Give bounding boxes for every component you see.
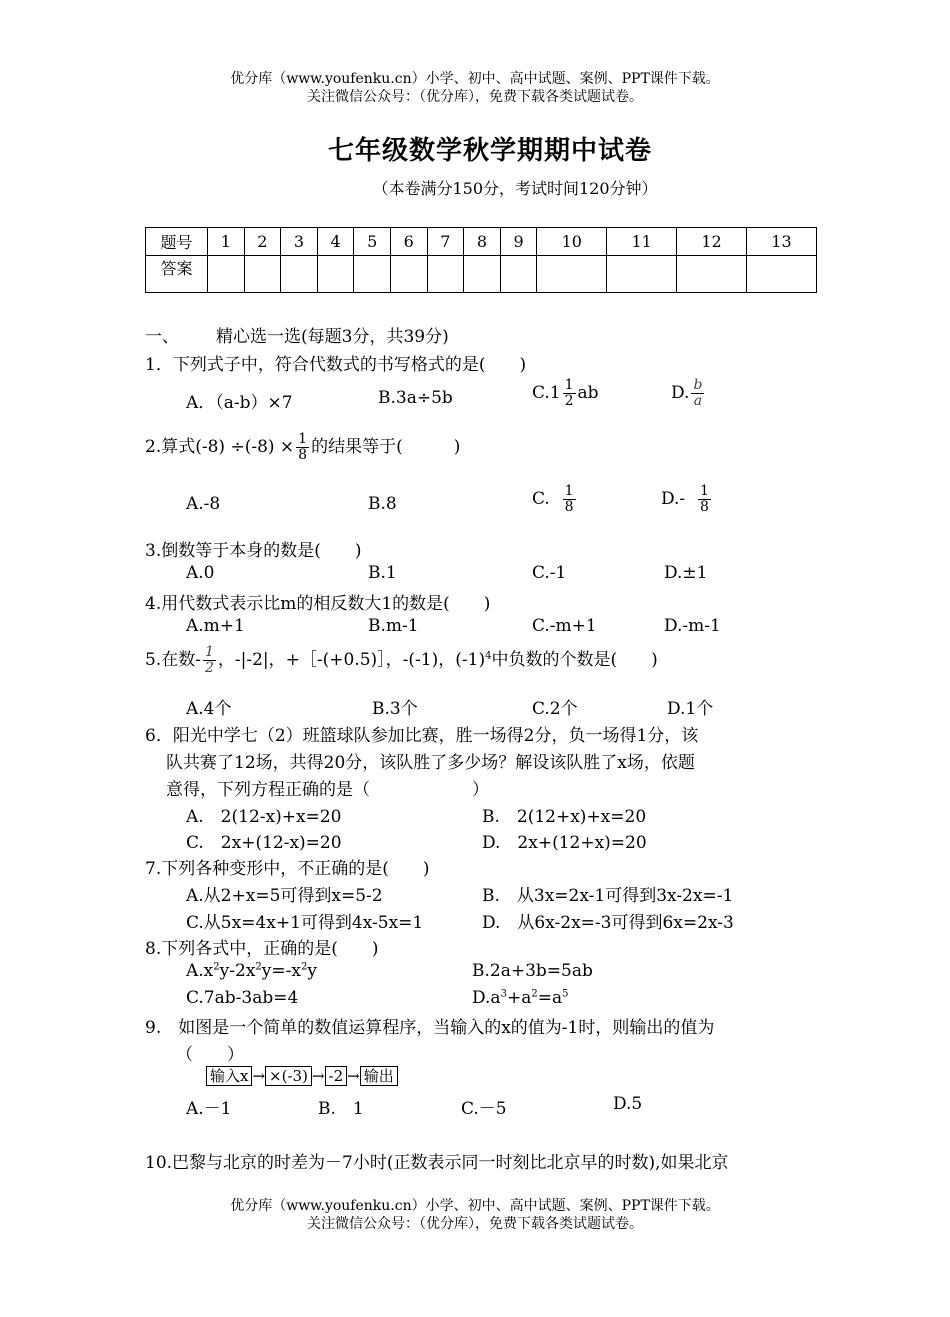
q2-stem-prefix: 2.算式(-8) ÷(-8) × [145,437,295,457]
flow-arrow-icon: → [252,1067,266,1085]
q3-stem: 3.倒数等于本身的数是( ) [145,541,362,561]
q1-option-a: A．（a-b）×7 [186,393,293,413]
q2-d-fraction [698,484,711,515]
flow-box-subtract: -2 [325,1066,348,1086]
row-label-question: 题号 [146,228,208,256]
section-1-heading: 精心选一选(每题3分，共39分) [216,327,449,347]
answer-cell[interactable] [317,256,354,293]
q2-c-numerator: 1 [564,483,574,499]
question-number-row [146,228,817,256]
q9-flowchart [206,1066,398,1086]
q2-option-c [532,484,578,515]
q1-option-b: B.3a÷5b [378,388,453,408]
q2-stem-denominator: 8 [298,447,308,463]
q9-line-2: （ ） [176,1045,244,1065]
answer-cell[interactable] [208,256,245,293]
q5-stem [145,645,658,676]
q8-a-part-2: y-2x [219,961,256,981]
answer-cell[interactable] [746,256,816,293]
q3-option-b: B.1 [368,563,397,583]
q5-option-b: B.3个 [372,699,418,719]
q6-line-1: 6．阳光中学七（2）班篮球队参加比赛，胜一场得2分，负一场得1分，该 [145,726,699,746]
footer-line-1: 优分库（www.youfenku.cn）小学、初中、高中试题、案例、PPT课件下载。 [230,1198,720,1214]
answer-cell[interactable] [464,256,501,293]
q2-c-denominator: 8 [564,499,574,515]
q1-d-numerator: b [693,377,703,393]
q6-line-3: 意得，下列方程正确的是（ ） [166,780,489,800]
question-number-cell: 7 [427,228,464,256]
q1-d-prefix: D. [671,383,690,403]
q9-option-a: A.－1 [186,1099,232,1119]
answer-cell[interactable] [677,256,747,293]
q7-stem: 7.下列各种变形中，不正确的是( ) [145,859,430,879]
q2-option-b: B.8 [368,494,397,514]
q2-stem-fraction [296,432,309,463]
q8-d-exp-2: 2 [531,988,538,1000]
q7-option-a: A.从2+x=5可得到x=5-2 [186,886,383,906]
answer-cell[interactable] [607,256,677,293]
q10-line-1: 10.巴黎与北京的时差为－7小时(正数表示同一时刻比北京早的时数),如果北京 [145,1153,729,1173]
q8-stem: 8.下列各式中，正确的是( ) [145,939,379,959]
q1-d-fraction [691,378,704,409]
q3-option-c: C.-1 [532,563,567,583]
answer-table [145,227,817,293]
q8-d-exp-3: 5 [562,988,569,1000]
flow-arrow-icon: → [347,1067,360,1085]
question-number-cell: 8 [464,228,501,256]
q2-stem-suffix: 的结果等于( ) [311,437,461,457]
answer-cell[interactable] [537,256,607,293]
q8-a-part-3: y=-x [261,961,301,981]
q7-option-c: C.从5x=4x+1可得到4x-5x=1 [186,913,424,933]
question-number-cell: 1 [208,228,245,256]
q4-option-d: D.-m-1 [664,616,721,636]
q4-option-b: B.m-1 [368,616,419,636]
q1-c-fraction [563,378,576,409]
flow-box-multiply: ×(-3) [265,1066,312,1086]
q2-d-prefix: D.- [661,489,686,509]
q5-stem-fraction [203,645,216,676]
answer-cell[interactable] [390,256,427,293]
q2-stem [145,432,460,463]
q2-option-a: A.-8 [186,494,221,514]
q8-a-exp-2: 2 [255,961,262,973]
q7-option-d: D. 从6x-2x=-3可得到6x=2x-3 [482,913,734,933]
q3-option-d: D.±1 [664,563,708,583]
header-line-1: 优分库（www.youfenku.cn）小学、初中、高中试题、案例、PPT课件下载。 [230,71,720,87]
q8-option-b: B.2a+3b=5ab [472,961,593,981]
q7-option-b: B. 从3x=2x-1可得到3x-2x=-1 [482,886,734,906]
flow-arrow-icon: → [311,1067,325,1085]
q8-option-a [186,961,317,981]
question-number-cell: 12 [677,228,747,256]
q5-stem-middle: ，-|-2|，+［-(+0.5)］，-(-1)，(-1) [217,650,486,670]
q2-option-d [661,484,713,515]
q2-c-prefix: C. [532,489,550,509]
q5-stem-suffix: 中负数的个数是( ) [491,650,658,670]
question-number-cell: 4 [317,228,354,256]
q1-option-d [671,378,706,409]
q8-d-part-1: D.a [472,988,501,1008]
q1-c-denominator: 2 [564,393,574,409]
answer-cell[interactable] [427,256,464,293]
question-number-cell: 9 [500,228,537,256]
q8-a-exp-1: 2 [213,961,220,973]
q8-option-c: C.7ab-3ab=4 [186,988,299,1008]
q8-a-part-4: y [307,961,317,981]
flow-box-input: 输入x [206,1066,252,1086]
answer-cell[interactable] [281,256,318,293]
answer-cell[interactable] [244,256,281,293]
page-title: 七年级数学秋学期期中试卷 [327,136,652,166]
q1-option-c [532,378,599,409]
q9-line-1: 9. 如图是一个简单的数值运算程序，当输入的x的值为-1时，则输出的值为 [145,1018,715,1038]
answer-cell[interactable] [500,256,537,293]
q8-a-part-1: A.x [186,961,214,981]
q8-option-d [472,988,568,1008]
q3-option-a: A.0 [186,563,215,583]
answer-row [146,256,817,293]
q4-option-a: A.m+1 [186,616,245,636]
q1-c-numerator: 1 [564,377,574,393]
q9-option-d: D.5 [613,1094,643,1114]
section-1-number: 一、 [145,327,179,347]
q6-option-a: A. 2(12-x)+x=20 [186,807,342,827]
q9-option-c: C.－5 [461,1099,507,1119]
q1-d-denominator: a [693,393,703,409]
row-label-answer: 答案 [146,256,208,293]
q5-stem-exponent: 4 [485,650,492,662]
q6-option-b: B. 2(12+x)+x=20 [482,807,647,827]
answer-cell[interactable] [354,256,391,293]
q4-stem: 4.用代数式表示比m的相反数大1的数是( ) [145,594,491,614]
q6-line-2: 队共赛了12场，共得20分，该队胜了多少场？解设该队胜了x场，依题 [166,753,695,773]
page-subtitle: （本卷满分150分，考试时间120分钟） [372,179,658,198]
q5-stem-denominator: 2 [204,660,214,676]
q2-d-numerator: 1 [699,483,709,499]
q5-option-a: A.4个 [186,699,232,719]
q5-stem-prefix: 5.在数- [145,650,201,670]
q8-d-part-3: =a [537,988,563,1008]
question-number-cell: 6 [390,228,427,256]
question-number-cell: 10 [537,228,607,256]
q1-stem: 1．下列式子中，符合代数式的书写格式的是( ) [145,355,527,375]
q8-d-part-2: +a [506,988,532,1008]
question-number-cell: 13 [746,228,816,256]
q6-option-d: D. 2x+(12+x)=20 [482,833,647,853]
question-number-cell: 2 [244,228,281,256]
footer-line-2: 关注微信公众号：（优分库），免费下载各类试题试卷。 [307,1216,643,1232]
q1-c-suffix: ab [577,383,599,403]
q1-c-prefix: C.1 [532,383,561,403]
q4-option-c: C.-m+1 [532,616,597,636]
q9-option-b: B. 1 [318,1099,364,1119]
q5-option-d: D.1个 [667,699,714,719]
q6-option-c: C. 2x+(12-x)=20 [186,833,342,853]
q2-d-denominator: 8 [699,499,709,515]
q2-stem-numerator: 1 [298,431,308,447]
question-number-cell: 5 [354,228,391,256]
q5-option-c: C.2个 [532,699,578,719]
header-line-2: 关注微信公众号：（优分库），免费下载各类试题试卷。 [307,89,643,105]
question-number-cell: 3 [281,228,318,256]
q8-a-exp-3: 2 [300,961,308,973]
flow-box-output: 输出 [360,1066,398,1086]
q5-stem-numerator: 1 [204,644,214,660]
q8-d-exp-1: 3 [500,988,507,1000]
question-number-cell: 11 [607,228,677,256]
q2-c-fraction [563,484,576,515]
